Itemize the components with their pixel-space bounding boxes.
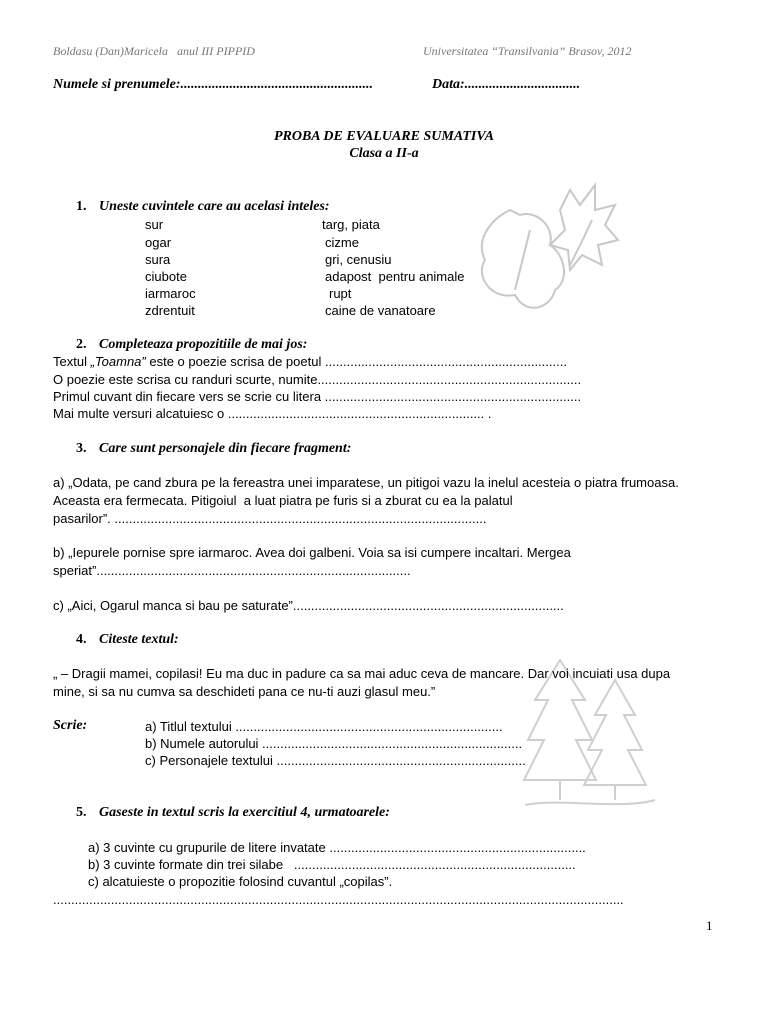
q3-number: 3. bbox=[76, 441, 87, 456]
q1-left-word: sur bbox=[145, 217, 164, 232]
page-title: PROBA DE EVALUARE SUMATIVA bbox=[273, 129, 495, 144]
q3-fragment-a-line: Aceasta era fermecata. Pitigoiul a luat piatra pe furis si a zburat cu ea la palatul bbox=[53, 493, 513, 508]
q2-sentence-1 bbox=[53, 354, 567, 369]
q4-scrie-label: Scrie: bbox=[53, 718, 88, 733]
q1-number: 1. bbox=[76, 199, 87, 214]
q4-instruction: Citeste textul: bbox=[99, 632, 179, 647]
header-university: Universitatea “Transilvania” Brasov, 2012 bbox=[423, 44, 632, 58]
q4-item-a: a) Titlul textului .......................................................................... bbox=[145, 719, 503, 734]
q4-item-c: c) Personajele textului ..................................................................... bbox=[145, 753, 526, 768]
q1-left-word: ciubote bbox=[145, 269, 187, 284]
q1-left-word: zdrentuit bbox=[145, 303, 195, 318]
q1-instruction: Uneste cuvintele care au acelasi inteles: bbox=[99, 199, 330, 214]
q5-number: 5. bbox=[76, 805, 87, 820]
q2-sentence-2: O poezie este scrisa cu randuri scurte, numite......................................................................... bbox=[53, 372, 582, 387]
page-subtitle: Clasa a II-a bbox=[349, 146, 419, 161]
q1-left-word: iarmaroc bbox=[145, 286, 196, 301]
header-author: Boldasu (Dan)Maricela anul III PIPPID bbox=[53, 44, 255, 58]
leaf-icon bbox=[470, 180, 620, 320]
q3-fragment-c-line: c) „Aici, Ogarul manca si bau pe saturate”........................................................................... bbox=[53, 598, 564, 613]
q1-left-word: sura bbox=[145, 252, 171, 267]
q4-text-line: mine, si sa nu cumva sa deschideti pana ce nu-ti auzi glasul meu.” bbox=[53, 684, 436, 699]
q1-right-word: caine de vanatoare bbox=[325, 303, 436, 318]
name-field-label: Numele si prenumele:....................................................... bbox=[53, 77, 374, 92]
q5-answer-line: .............................................................................................................................................................. bbox=[53, 892, 624, 907]
q4-item-b: b) Numele autorului ........................................................................ bbox=[145, 736, 523, 751]
q4-text-line: „ – Dragii mamei, copilasi! Eu ma duc in padure ca sa mai aduc ceva de mancare. Dar voi incuiati usa dupa bbox=[53, 666, 671, 681]
q3-fragment-a-line: pasarilor”. ....................................................................................................... bbox=[53, 511, 487, 526]
q1-right-word: targ, piata bbox=[322, 217, 380, 232]
page-number: 1 bbox=[706, 918, 713, 933]
q3-fragment-b-line: b) „Iepurele pornise spre iarmaroc. Avea doi galbeni. Voia sa isi cumpere incaltari. Mergea bbox=[53, 545, 571, 560]
q2-sentence-1-end: este o poezie scrisa de poetul ................................................................... bbox=[145, 354, 567, 369]
q3-fragment-b-line: speriat”....................................................................................... bbox=[53, 563, 411, 578]
q3-fragment-a-line: a) „Odata, pe cand zbura pe la fereastra unei imparatese, un pitigoi vazu la inelul acesteia o piatra frumoasa. bbox=[53, 475, 679, 490]
q3-instruction: Care sunt personajele din fiecare fragment: bbox=[99, 441, 352, 456]
q1-right-word: rupt bbox=[329, 286, 352, 301]
q5-item-b: b) 3 cuvinte formate din trei silabe .............................................................................. bbox=[88, 857, 576, 872]
q5-item-c: c) alcatuieste o propozitie folosind cuvantul „copilas”. bbox=[88, 874, 393, 889]
date-field-label: Data:................................. bbox=[432, 77, 581, 92]
q2-sentence-4: Mai multe versuri alcatuiesc o ....................................................................... . bbox=[53, 406, 492, 421]
q1-right-word: adapost pentru animale bbox=[325, 269, 465, 284]
q2-instruction: Completeaza propozitiile de mai jos: bbox=[99, 337, 308, 352]
q2-poem-title: „Toamna” bbox=[90, 354, 146, 369]
q2-sentence-1-start: Textul bbox=[53, 354, 91, 369]
q1-right-word: cizme bbox=[325, 235, 359, 250]
q2-number: 2. bbox=[76, 337, 87, 352]
q4-number: 4. bbox=[76, 632, 87, 647]
q1-left-word: ogar bbox=[145, 235, 172, 250]
q5-instruction: Gaseste in textul scris la exercitiul 4, urmatoarele: bbox=[99, 805, 390, 820]
q5-item-a: a) 3 cuvinte cu grupurile de litere invatate ....................................................................... bbox=[88, 840, 586, 855]
q1-right-word: gri, cenusiu bbox=[325, 252, 392, 267]
q2-sentence-3: Primul cuvant din fiecare vers se scrie cu litera ....................................................................... bbox=[53, 389, 582, 404]
